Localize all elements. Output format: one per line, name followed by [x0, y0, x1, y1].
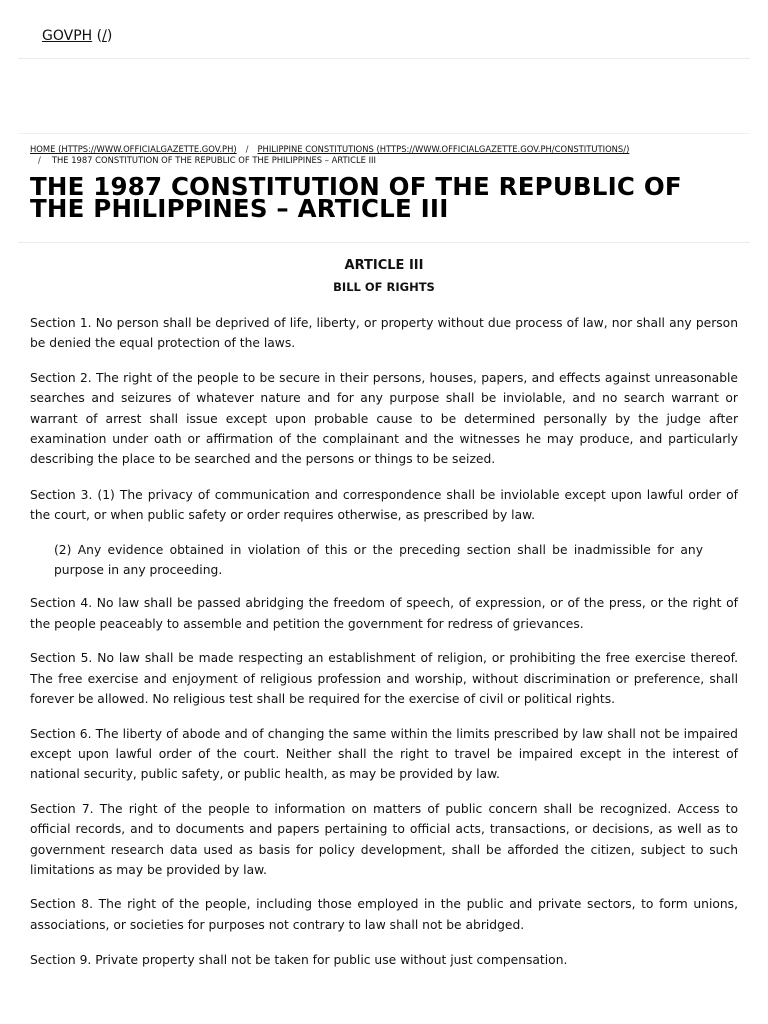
govph-link-suffix[interactable]: (/): [96, 28, 113, 44]
section-1: Section 1. No person shall be deprived of life, liberty, or property without due process of law, nor shall any person be denied the equal protection of the laws.: [30, 316, 738, 351]
article-content: [30, 256, 738, 971]
govph-root-link[interactable]: /: [102, 28, 107, 44]
breadcrumb: [30, 144, 740, 166]
breadcrumb-current-line: [30, 155, 740, 166]
section-8: Section 8. The right of the people, including those employed in the public and private sectors, to form unions, associations, or societies for purposes not contrary to law shall not be abridged.: [30, 897, 738, 932]
breadcrumb-home-link[interactable]: HOME (HTTPS://WWW.OFFICIALGAZETTE.GOV.PH): [30, 144, 237, 154]
breadcrumb-current: THE 1987 CONSTITUTION OF THE REPUBLIC OF THE PHILIPPINES – ARTICLE III: [51, 155, 376, 165]
section-5: Section 5. No law shall be made respecting an establishment of religion, or prohibiting the free exercise thereof. The free exercise and enjoyment of religious profession and worship, without discrimination or preference, shall forever be allowed. No religious test shall be required for the exercise of civil or political rights.: [30, 651, 738, 707]
section-6: Section 6. The liberty of abode and of changing the same within the limits prescribed by law shall not be impaired except upon lawful order of the court. Neither shall the right to travel be impaired except in the interest of national security, public safety, or public health, as may be provided by law.: [30, 726, 738, 782]
breadcrumb-separator: /: [245, 144, 249, 154]
page-title: THE 1987 CONSTITUTION OF THE REPUBLIC OF THE PHILIPPINES – ARTICLE III: [30, 172, 682, 223]
header-divider: [18, 133, 750, 134]
article-subheading: BILL OF RIGHTS: [333, 280, 435, 294]
section-9: Section 9. Private property shall not be taken for public use without just compensation.: [30, 953, 568, 968]
govph-link-container: [42, 27, 112, 45]
section-7: Section 7. The right of the people to information on matters of public concern shall be recognized. Access to official records, and to documents and papers pertaining to official acts, transactions, or decisions, as well as to government research data used as basis for policy development, shall be afforded the citizen, subject to such limitations as may be provided by law.: [30, 801, 738, 877]
section-4: Section 4. No law shall be passed abridging the freedom of speech, of expression, or of the press, or the right of the people peaceably to assemble and petition the government for redress of grievances.: [30, 596, 738, 631]
section-2: Section 2. The right of the people to be secure in their persons, houses, papers, and effects against unreasonable searches and seizures of whatever nature and for any purpose shall be inviolable, and no search warrant or warrant of arrest shall issue except upon probable cause to be determined personally by the judge after examination under oath or affirmation of the complainant and the witnesses he may produce, and particularly describing the place to be searched and the persons or things to be seized.: [30, 370, 738, 467]
section-3-2: (2) Any evidence obtained in violation of this or the preceding section shall be inadmissible for any purpose in any proceeding.: [54, 542, 703, 578]
breadcrumb-separator: /: [38, 155, 41, 165]
section-3-1: Section 3. (1) The privacy of communication and correspondence shall be inviolable except upon lawful order of the court, or when public safety or order requires otherwise, as prescribed by law.: [30, 487, 738, 523]
title-divider: [18, 242, 750, 243]
top-bar: [18, 0, 750, 59]
govph-link[interactable]: GOVPH: [42, 28, 93, 44]
breadcrumb-constitutions-link[interactable]: PHILIPPINE CONSTITUTIONS (HTTPS://WWW.OFFICIALGAZETTE.GOV.PH/CONSTITUTIONS/): [257, 144, 630, 154]
article-heading: ARTICLE III: [344, 258, 424, 273]
